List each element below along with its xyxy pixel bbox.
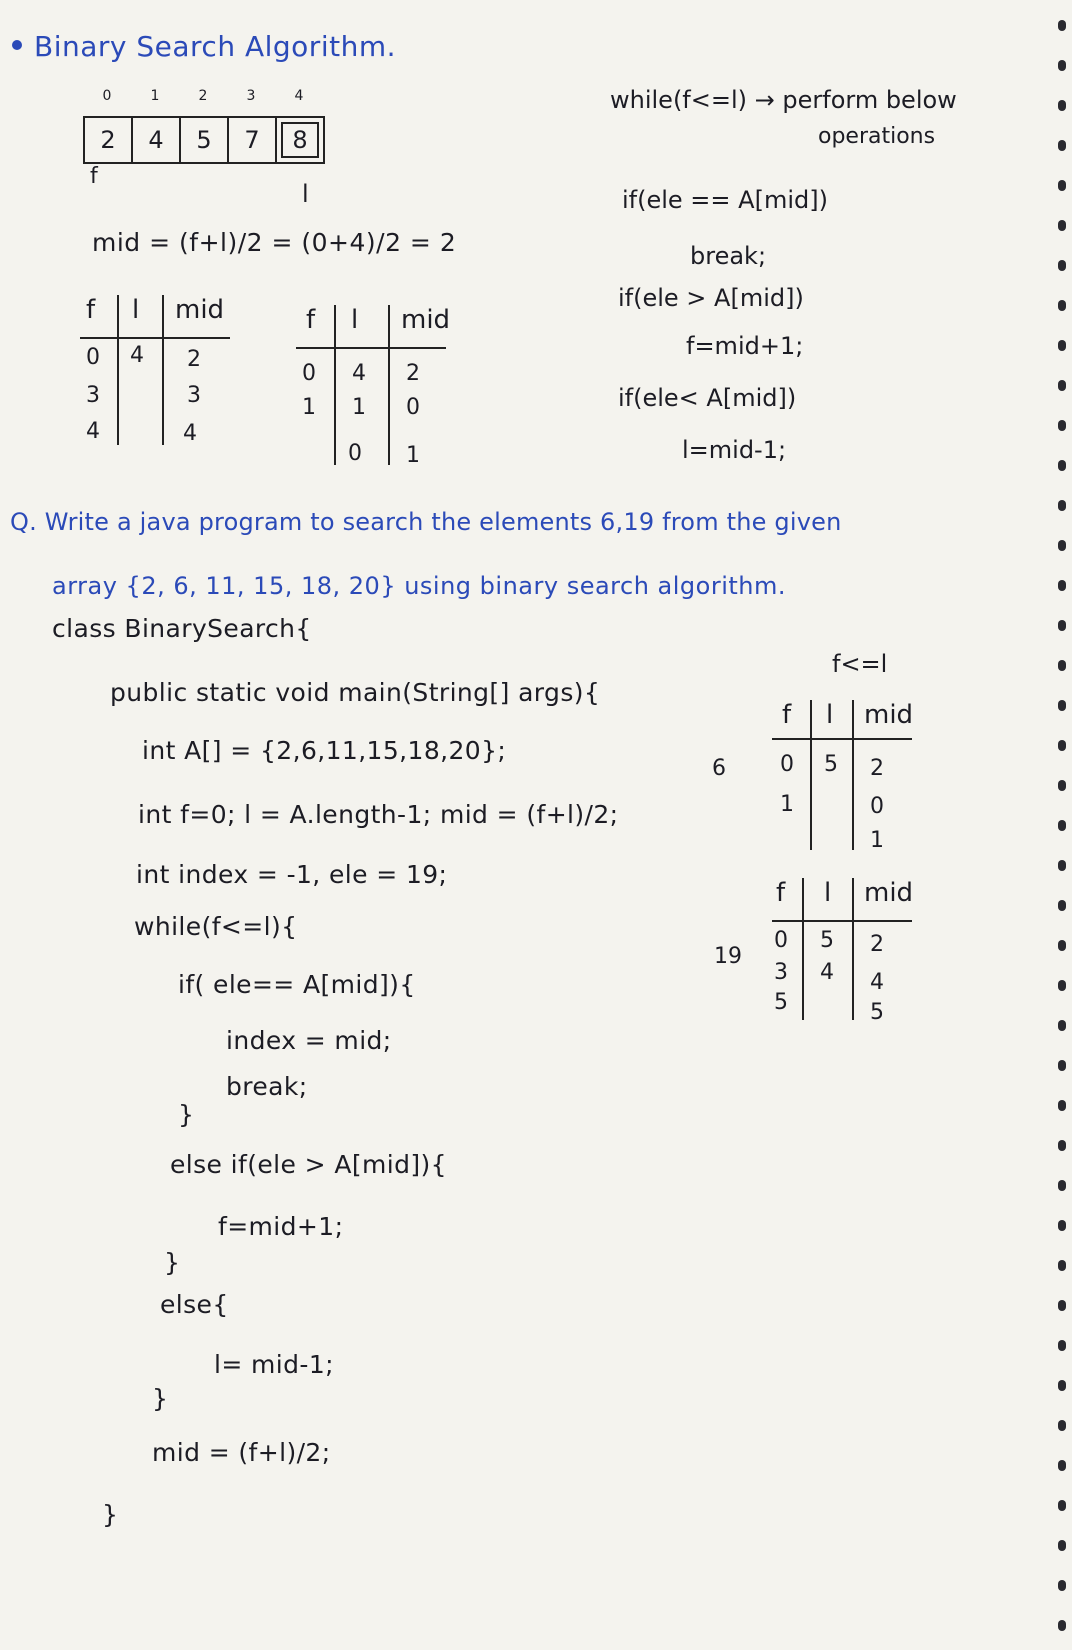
array-index: 2 bbox=[198, 88, 208, 104]
binding-hole bbox=[1058, 1380, 1066, 1391]
table-header: mid bbox=[864, 878, 914, 908]
table-cell: 2 bbox=[187, 347, 201, 372]
code-line: public static void main(String[] args){ bbox=[110, 678, 601, 707]
binding-hole bbox=[1058, 980, 1066, 991]
code-line: index = mid; bbox=[226, 1026, 392, 1055]
rule-if-greater: if(ele > A[mid]) bbox=[618, 284, 804, 312]
code-line: if( ele== A[mid]){ bbox=[178, 970, 416, 999]
table-rule bbox=[772, 920, 912, 922]
array-cell: 7 bbox=[229, 118, 277, 162]
table-cell: 0 bbox=[406, 395, 420, 420]
rule-last-update: l=mid-1; bbox=[682, 436, 787, 464]
table-cell: 2 bbox=[870, 756, 884, 781]
binding-hole bbox=[1058, 540, 1066, 551]
code-line: l= mid-1; bbox=[214, 1350, 334, 1379]
binding-hole bbox=[1058, 1220, 1066, 1231]
table-cell: 0 bbox=[870, 794, 884, 819]
table-rule bbox=[772, 738, 912, 740]
array-index: 0 bbox=[102, 88, 112, 104]
table-rule bbox=[802, 878, 804, 1020]
code-line: int index = -1, ele = 19; bbox=[136, 860, 448, 889]
rule-while: while(f<=l) → perform below bbox=[610, 86, 957, 114]
binding-hole bbox=[1058, 820, 1066, 831]
table-cell: 5 bbox=[774, 990, 788, 1015]
binding-hole bbox=[1058, 700, 1066, 711]
code-line: int A[] = {2,6,11,15,18,20}; bbox=[142, 736, 507, 765]
array-cell: 4 bbox=[133, 118, 181, 162]
binding-hole bbox=[1058, 660, 1066, 671]
table-cell: 0 bbox=[348, 441, 362, 466]
table-rule bbox=[810, 700, 812, 850]
table-header: mid bbox=[401, 305, 451, 335]
question-line-1: Q. Write a java program to search the elements 6,19 from the given bbox=[10, 508, 842, 536]
trace-label-nineteen: 19 bbox=[714, 944, 742, 969]
binding-hole bbox=[1058, 60, 1066, 71]
binding-hole bbox=[1058, 220, 1066, 231]
code-line: mid = (f+l)/2; bbox=[152, 1438, 331, 1467]
table-cell: 4 bbox=[820, 960, 834, 985]
trace-label-six: 6 bbox=[712, 756, 726, 781]
code-line: } bbox=[164, 1248, 181, 1277]
table-header: l bbox=[826, 700, 834, 730]
binding-hole bbox=[1058, 180, 1066, 191]
table-cell: 3 bbox=[187, 383, 201, 408]
question-line-2: array {2, 6, 11, 15, 18, 20} using binary search algorithm. bbox=[52, 572, 786, 600]
table-cell: 3 bbox=[86, 383, 100, 408]
binding-hole bbox=[1058, 1140, 1066, 1151]
binding-hole bbox=[1058, 1020, 1066, 1031]
code-line: while(f<=l){ bbox=[134, 912, 298, 941]
table-rule bbox=[852, 878, 854, 1020]
binding-hole bbox=[1058, 620, 1066, 631]
array-index: 1 bbox=[150, 88, 160, 104]
table-cell: 4 bbox=[86, 419, 100, 444]
table-cell: 1 bbox=[406, 443, 420, 468]
code-line: } bbox=[102, 1500, 119, 1529]
binding-hole bbox=[1058, 500, 1066, 511]
page-title: Binary Search Algorithm. bbox=[34, 30, 396, 63]
binding-hole bbox=[1058, 1060, 1066, 1071]
table-rule bbox=[80, 337, 230, 339]
rule-break: break; bbox=[690, 242, 767, 270]
code-line: } bbox=[152, 1384, 169, 1413]
table-cell: 1 bbox=[352, 395, 366, 420]
trace-table-nineteen bbox=[772, 878, 912, 1028]
table-cell: 1 bbox=[780, 792, 794, 817]
table-cell: 1 bbox=[870, 828, 884, 853]
table-header: l bbox=[132, 295, 140, 325]
table-rule bbox=[334, 305, 336, 465]
table-header: l bbox=[351, 305, 359, 335]
table-header: f bbox=[306, 305, 316, 335]
trace-table-1 bbox=[80, 295, 230, 455]
table-cell: 0 bbox=[780, 752, 794, 777]
spiral-binding bbox=[1048, 0, 1072, 1650]
array-cell: 2 bbox=[85, 118, 133, 162]
binding-hole bbox=[1058, 780, 1066, 791]
code-line: class BinarySearch{ bbox=[52, 614, 312, 643]
binding-hole bbox=[1058, 460, 1066, 471]
rule-first-update: f=mid+1; bbox=[686, 332, 804, 360]
array-index: 4 bbox=[294, 88, 304, 104]
binding-hole bbox=[1058, 1260, 1066, 1271]
table-cell: 5 bbox=[824, 752, 838, 777]
table-rule bbox=[117, 295, 119, 445]
first-pointer-label: f bbox=[90, 164, 99, 189]
rule-operations: operations bbox=[818, 124, 936, 149]
binding-hole bbox=[1058, 260, 1066, 271]
binding-hole bbox=[1058, 1300, 1066, 1311]
table-header: l bbox=[824, 878, 832, 908]
trace-table-2 bbox=[296, 305, 451, 470]
code-line: else if(ele > A[mid]){ bbox=[170, 1150, 447, 1179]
table-cell: 2 bbox=[406, 361, 420, 386]
binding-hole bbox=[1058, 1100, 1066, 1111]
binding-hole bbox=[1058, 580, 1066, 591]
code-line: else{ bbox=[160, 1290, 229, 1319]
array-indices bbox=[83, 88, 323, 104]
binding-hole bbox=[1058, 740, 1066, 751]
code-line: int f=0; l = A.length-1; mid = (f+l)/2; bbox=[138, 800, 619, 829]
table-rule bbox=[852, 700, 854, 850]
code-line: f=mid+1; bbox=[218, 1212, 344, 1241]
table-cell: 0 bbox=[302, 361, 316, 386]
binding-hole bbox=[1058, 20, 1066, 31]
binding-hole bbox=[1058, 1180, 1066, 1191]
binding-hole bbox=[1058, 340, 1066, 351]
binding-hole bbox=[1058, 1420, 1066, 1431]
trace-table-six bbox=[772, 700, 912, 860]
binding-hole bbox=[1058, 900, 1066, 911]
binding-hole bbox=[1058, 100, 1066, 111]
array-cell: 5 bbox=[181, 118, 229, 162]
binding-hole bbox=[1058, 860, 1066, 871]
rule-if-equal: if(ele == A[mid]) bbox=[622, 186, 828, 214]
table-header: mid bbox=[864, 700, 914, 730]
binding-hole bbox=[1058, 940, 1066, 951]
binding-hole bbox=[1058, 1620, 1066, 1631]
table-rule bbox=[388, 305, 390, 465]
trace-condition: f<=l bbox=[832, 650, 888, 678]
table-cell: 2 bbox=[870, 932, 884, 957]
binding-hole bbox=[1058, 1500, 1066, 1511]
bullet-icon bbox=[12, 40, 22, 50]
binding-hole bbox=[1058, 1540, 1066, 1551]
table-cell: 4 bbox=[130, 343, 144, 368]
table-cell: 5 bbox=[820, 928, 834, 953]
table-cell: 0 bbox=[86, 345, 100, 370]
table-cell: 3 bbox=[774, 960, 788, 985]
table-cell: 4 bbox=[870, 970, 884, 995]
binding-hole bbox=[1058, 300, 1066, 311]
table-cell: 4 bbox=[183, 421, 197, 446]
code-line: } bbox=[178, 1100, 195, 1129]
binding-hole bbox=[1058, 420, 1066, 431]
binding-hole bbox=[1058, 1460, 1066, 1471]
code-line: break; bbox=[226, 1072, 308, 1101]
table-cell: 5 bbox=[870, 1000, 884, 1025]
table-cell: 0 bbox=[774, 928, 788, 953]
table-cell: 1 bbox=[302, 395, 316, 420]
table-header: mid bbox=[175, 295, 225, 325]
rule-if-less: if(ele< A[mid]) bbox=[618, 384, 797, 412]
table-header: f bbox=[86, 295, 96, 325]
array-cell: 8 bbox=[277, 118, 323, 162]
array-boxes bbox=[83, 116, 325, 164]
binding-hole bbox=[1058, 1580, 1066, 1591]
mid-formula: mid = (f+l)/2 = (0+4)/2 = 2 bbox=[92, 228, 457, 257]
binding-hole bbox=[1058, 140, 1066, 151]
table-rule bbox=[296, 347, 446, 349]
binding-hole bbox=[1058, 1340, 1066, 1351]
last-pointer-label: l bbox=[302, 180, 310, 208]
table-header: f bbox=[776, 878, 786, 908]
table-rule bbox=[162, 295, 164, 445]
table-cell: 4 bbox=[352, 361, 366, 386]
binding-hole bbox=[1058, 380, 1066, 391]
table-header: f bbox=[782, 700, 792, 730]
array-index: 3 bbox=[246, 88, 256, 104]
